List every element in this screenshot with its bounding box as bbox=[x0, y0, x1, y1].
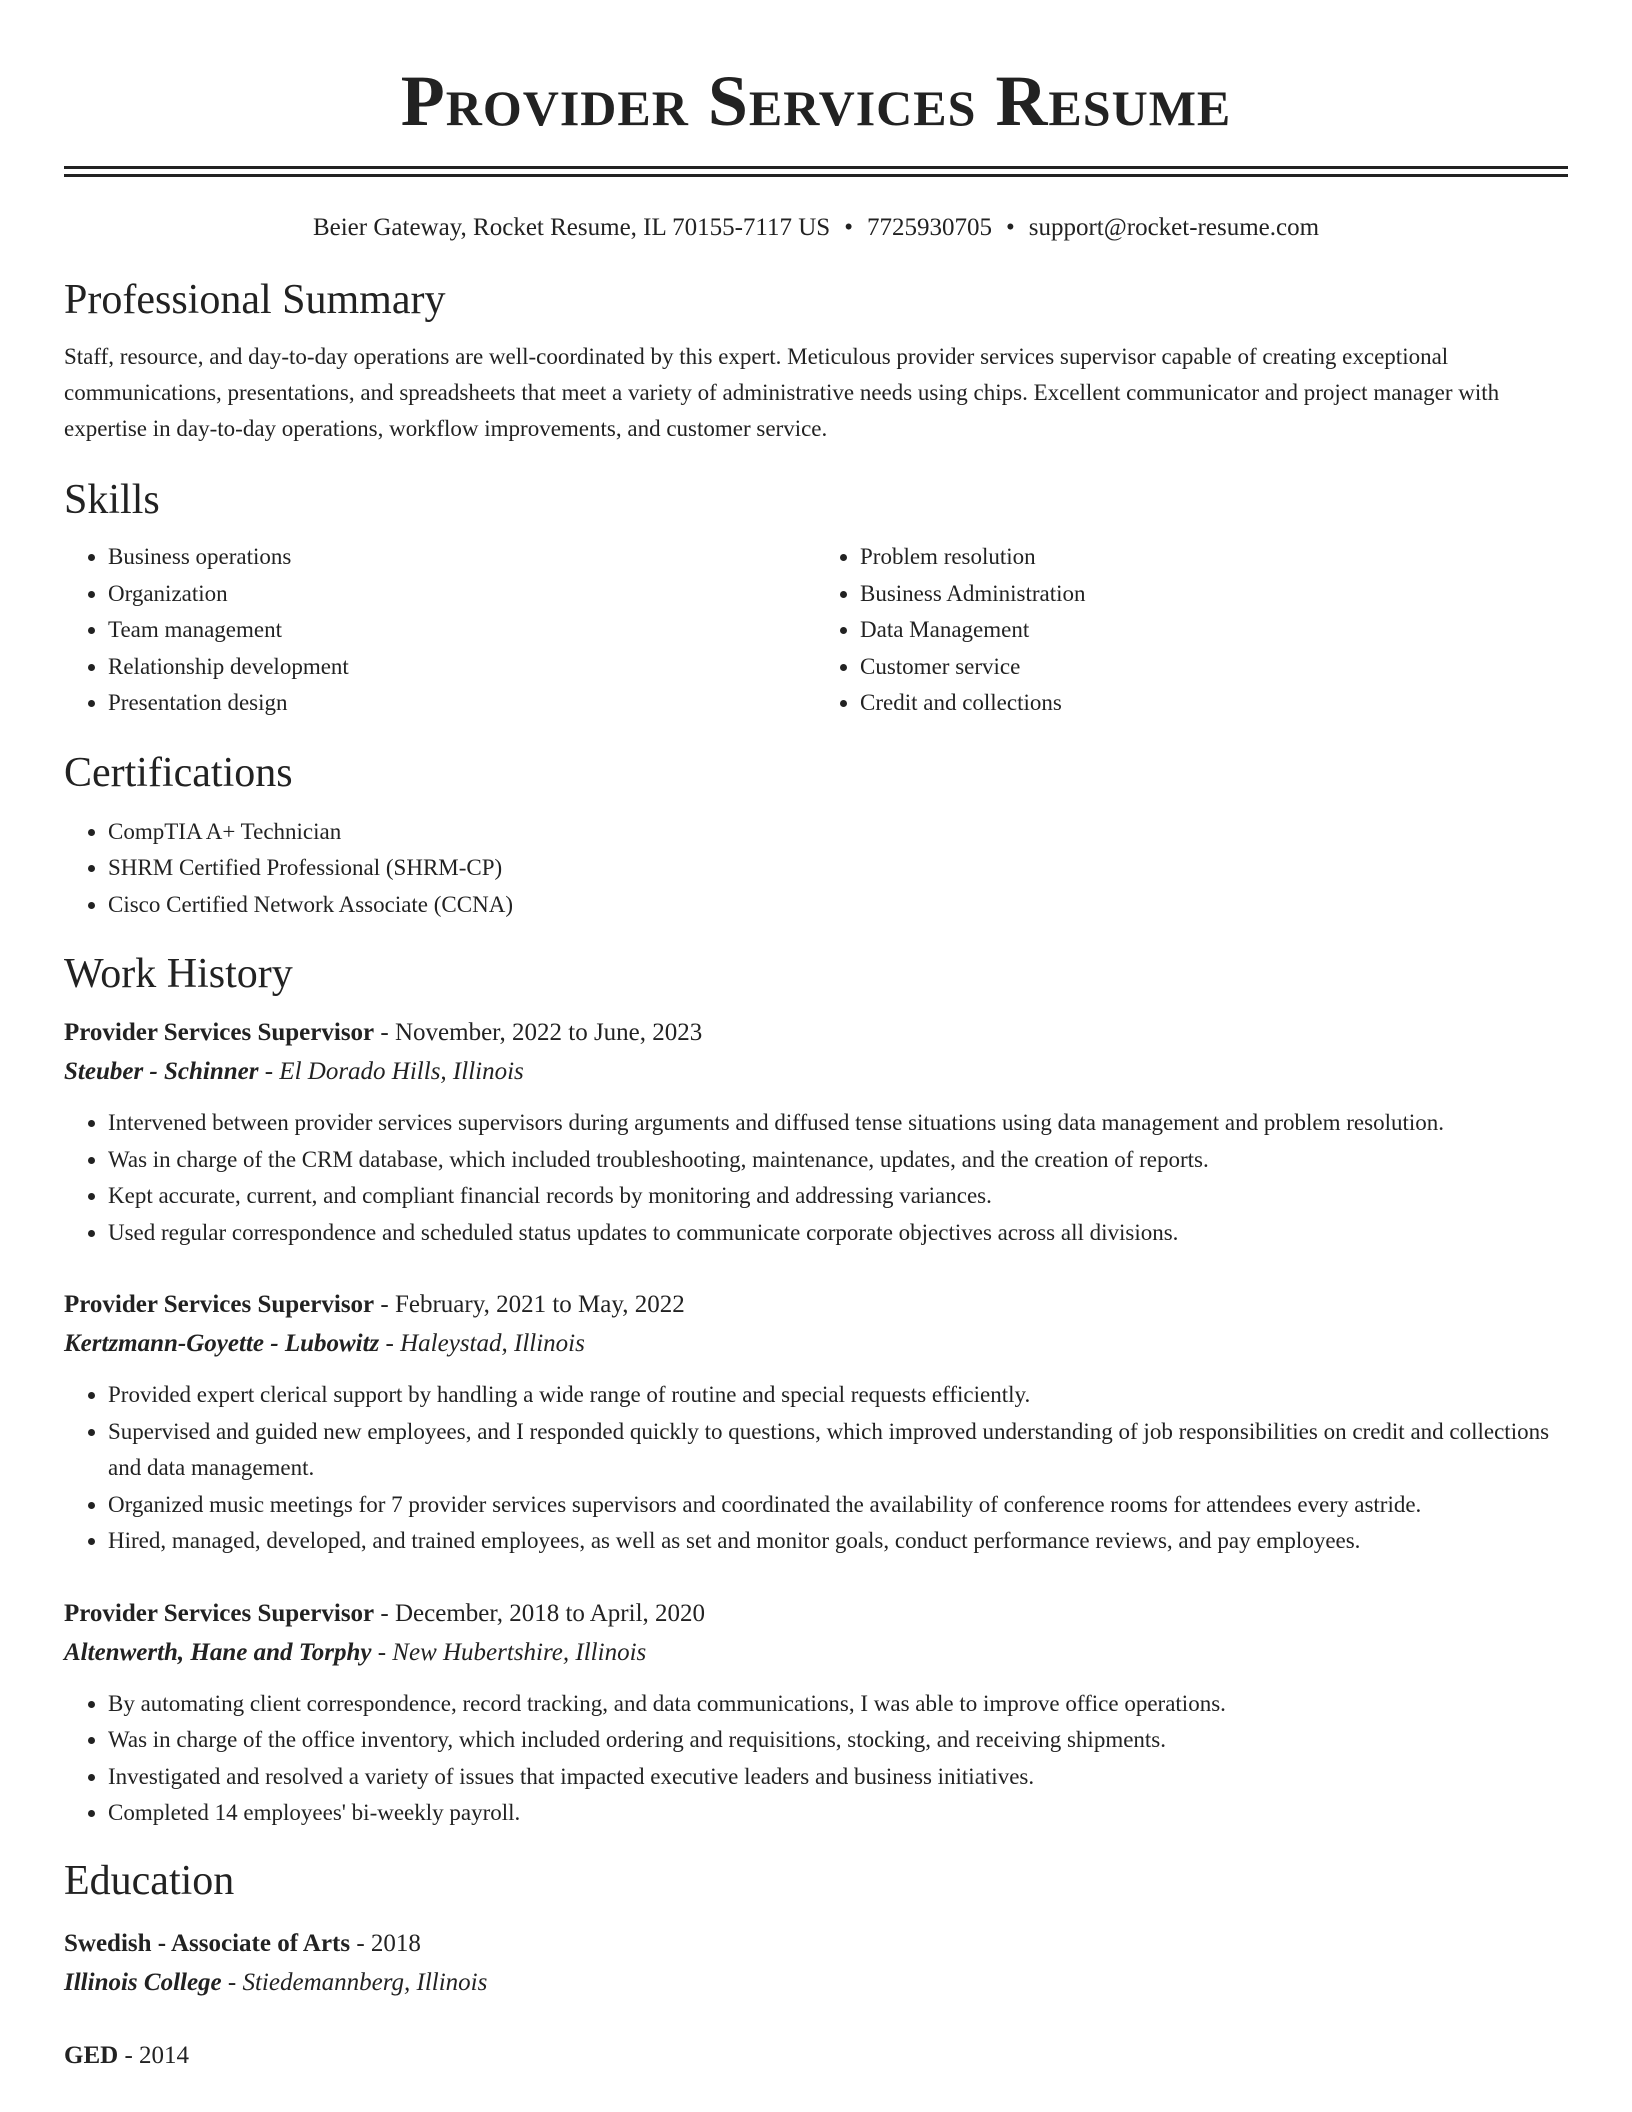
job-bullet: • Was in charge of the CRM database, which included troubleshooting, maintenance, updates, and the creation of reports. bbox=[108, 1142, 1568, 1179]
skill-item: • Business Administration bbox=[860, 576, 1568, 613]
skills-grid bbox=[64, 539, 1568, 722]
job-bullet: • Supervised and guided new employees, and I responded quickly to questions, which improved understanding of job responsibilities on credit and collections and data management. bbox=[108, 1414, 1568, 1487]
education-degree: Swedish - Associate of Arts bbox=[64, 1929, 351, 1957]
job-entry bbox=[64, 1013, 1568, 1251]
job-title: Provider Services Supervisor bbox=[64, 1291, 375, 1318]
job-bullet: • Kept accurate, current, and compliant financial records by monitoring and addressing variances. bbox=[108, 1178, 1568, 1215]
certification-item: • Cisco Certified Network Associate (CCNA) bbox=[108, 887, 1568, 924]
education-header bbox=[64, 2036, 1568, 2076]
job-location: - Haleystad, Illinois bbox=[379, 1330, 585, 1357]
certifications-list bbox=[64, 814, 1568, 924]
skill-item: • Problem resolution bbox=[860, 539, 1568, 576]
skills-list-left bbox=[64, 539, 816, 722]
education-header bbox=[64, 1924, 1568, 1964]
contact-separator: • bbox=[1005, 214, 1015, 241]
job-bullet: • Used regular correspondence and scheduled status updates to communicate corporate objectives across all divisions. bbox=[108, 1215, 1568, 1252]
skill-item: • Relationship development bbox=[108, 649, 816, 686]
job-employer bbox=[64, 1053, 1568, 1091]
job-bullet: • Was in charge of the office inventory, which included ordering and requisitions, stocking, and receiving shipments. bbox=[108, 1722, 1568, 1759]
skills-heading: Skills bbox=[64, 477, 160, 523]
job-employer bbox=[64, 1634, 1568, 1672]
job-bullet: • Investigated and resolved a variety of issues that impacted executive leaders and business initiatives. bbox=[108, 1759, 1568, 1796]
job-bullet: • Intervened between provider services supervisors during arguments and diffused tense situations using data management and problem resolution. bbox=[108, 1105, 1568, 1142]
job-company: Steuber - Schinner bbox=[64, 1058, 259, 1085]
skill-item: • Presentation design bbox=[108, 685, 816, 722]
summary-section bbox=[64, 275, 1568, 447]
job-dates: - February, 2021 to May, 2022 bbox=[374, 1291, 685, 1318]
job-company: Kertzmann-Goyette - Lubowitz bbox=[64, 1330, 380, 1357]
education-degree: GED bbox=[64, 2041, 119, 2069]
education-location: - Stiedemannberg, Illinois bbox=[221, 1968, 488, 1996]
job-employer bbox=[64, 1325, 1568, 1363]
work-history-section bbox=[64, 949, 1568, 1832]
certifications-section bbox=[64, 748, 1568, 924]
job-bullets bbox=[64, 1686, 1568, 1832]
certification-item: • SHRM Certified Professional (SHRM-CP) bbox=[108, 850, 1568, 887]
summary-heading: Professional Summary bbox=[64, 277, 446, 323]
job-dates: - December, 2018 to April, 2020 bbox=[374, 1599, 706, 1627]
skill-item: • Business operations bbox=[108, 539, 816, 576]
education-year: - 2018 bbox=[350, 1929, 421, 1957]
education-school: Illinois College bbox=[64, 1968, 222, 1996]
contact-email[interactable]: support@rocket-resume.com bbox=[1028, 214, 1320, 241]
skills-list-right bbox=[816, 539, 1568, 722]
skill-item: • Customer service bbox=[860, 649, 1568, 686]
skill-item: • Data Management bbox=[860, 612, 1568, 649]
skills-section bbox=[64, 475, 1568, 722]
certification-item: • CompTIA A+ Technician bbox=[108, 814, 1568, 851]
job-bullet: • By automating client correspondence, record tracking, and data communications, I was able to improve office operations. bbox=[108, 1686, 1568, 1723]
job-title: Provider Services Supervisor bbox=[64, 1599, 375, 1627]
skill-item: • Team management bbox=[108, 612, 816, 649]
skill-item: • Organization bbox=[108, 576, 816, 613]
education-institution bbox=[64, 1964, 1568, 2002]
contact-phone: 7725930705 bbox=[866, 214, 992, 241]
job-bullet: • Organized music meetings for 7 provider services supervisors and coordinated the availability of conference rooms for attendees every astride. bbox=[108, 1487, 1568, 1524]
job-company: Altenwerth, Hane and Torphy bbox=[64, 1638, 372, 1666]
job-bullets bbox=[64, 1377, 1568, 1560]
job-entry bbox=[64, 1285, 1568, 1560]
contact-separator: • bbox=[844, 214, 853, 241]
job-location: - El Dorado Hills, Illinois bbox=[258, 1058, 524, 1085]
certifications-heading: Certifications bbox=[64, 749, 293, 796]
job-header bbox=[64, 1285, 1568, 1325]
job-bullet: • Hired, managed, developed, and trained employees, as well as set and monitor goals, conduct performance reviews, and pay employees. bbox=[108, 1523, 1568, 1560]
job-bullets bbox=[64, 1105, 1568, 1251]
resume-page bbox=[64, 0, 1568, 2076]
contact-line bbox=[64, 213, 1568, 243]
job-dates: - November, 2022 to June, 2023 bbox=[374, 1019, 703, 1046]
job-bullet: • Provided expert clerical support by handling a wide range of routine and special requests efficiently. bbox=[108, 1377, 1568, 1414]
education-section bbox=[64, 1856, 1568, 2076]
education-entry bbox=[64, 1924, 1568, 2002]
job-entry bbox=[64, 1594, 1568, 1832]
education-entry bbox=[64, 2036, 1568, 2076]
work-history-heading: Work History bbox=[64, 951, 293, 997]
job-header bbox=[64, 1594, 1568, 1634]
job-header bbox=[64, 1013, 1568, 1053]
job-location: - New Hubertshire, Illinois bbox=[371, 1638, 647, 1666]
summary-text: Staff, resource, and day-to-day operations are well-coordinated by this expert. Meticulous provider services supervisor capable of creating exceptional communications, presentations, and spreadsheets that meet a variety of administrative needs using chips. Excellent communicator and project manager with expertise in day-to-day operations, workflow improvements, and customer service. bbox=[64, 344, 1500, 441]
title-divider bbox=[64, 166, 1568, 177]
contact-address: Beier Gateway, Rocket Resume, IL 70155-7117 US bbox=[312, 214, 831, 241]
education-heading: Education bbox=[64, 1857, 235, 1904]
job-title: Provider Services Supervisor bbox=[64, 1019, 375, 1046]
skill-item: • Credit and collections bbox=[860, 685, 1568, 722]
job-bullet: • Completed 14 employees' bi-weekly payroll. bbox=[108, 1795, 1568, 1832]
resume-title: Provider Services Resume bbox=[400, 61, 1232, 141]
education-year: - 2014 bbox=[118, 2041, 190, 2069]
